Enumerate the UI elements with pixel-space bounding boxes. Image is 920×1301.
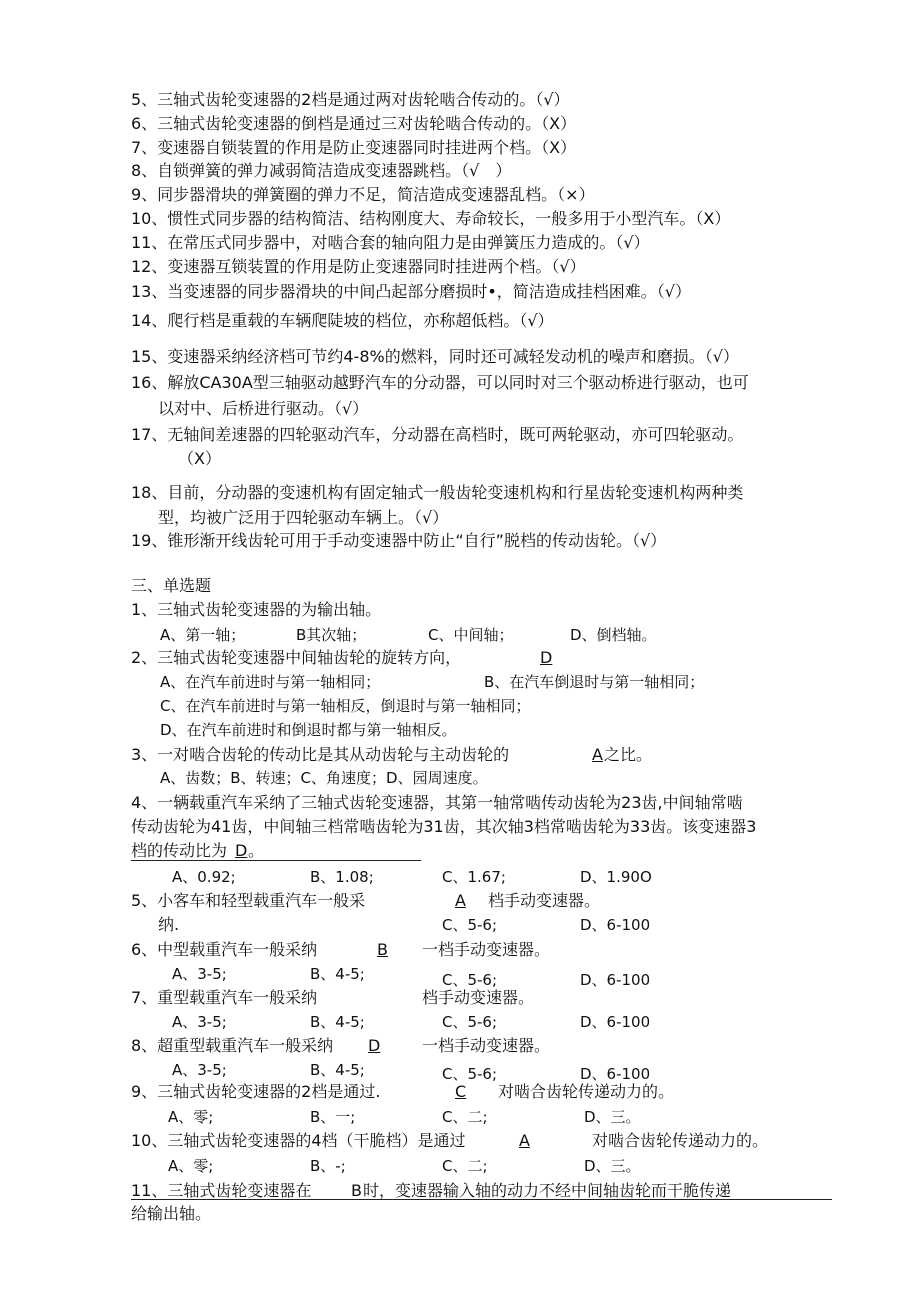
question-1: 1、三轴式齿轮变速器的为输出轴。	[131, 600, 382, 619]
tf-item-5: 5、三轴式齿轮变速器的2档是通过两对齿轮啮合传动的。（√）	[131, 90, 570, 109]
section-title: 三、单选题	[131, 576, 212, 595]
q7-option-c: C、5-6;	[442, 1013, 498, 1031]
q6-tail: 一档手动变速器。	[422, 940, 551, 959]
question-5-cont: 纳.	[158, 915, 180, 934]
q10-option-b: B、-;	[310, 1157, 346, 1175]
q6-option-c: C、5-6;	[442, 971, 498, 989]
question-7: 7、重型载重汽车一般采纳	[131, 988, 318, 1007]
q4-answer: D	[235, 841, 248, 860]
q10-option-c: C、二;	[442, 1157, 488, 1175]
q8-answer: D	[368, 1036, 381, 1055]
tf-item-19: 19、锥形渐开线齿轮可用于手动变速器中防止“自行”脱档的传动齿轮。（√）	[131, 531, 667, 550]
q2-option-b: B、在汽车倒退时与第一轴相同；	[484, 673, 705, 691]
q6-answer: B	[377, 940, 388, 959]
q4-option-a: A、0.92;	[172, 868, 236, 886]
tf-item-6: 6、三轴式齿轮变速器的倒档是通过三对齿轮啮合传动的。（X）	[131, 114, 577, 133]
q9-option-a: A、零;	[168, 1108, 214, 1126]
q4-option-b: B、1.08;	[310, 868, 374, 886]
q7-option-b: B、4-5;	[310, 1013, 365, 1031]
tf-item-7: 7、变速器自锁装置的作用是防止变速器同时挂进两个档。（X）	[131, 138, 577, 157]
question-5: 5、小客车和轻型载重汽车一般采	[131, 891, 366, 910]
question-6: 6、中型载重汽车一般采纳	[131, 940, 318, 959]
q4-option-c: C、1.67;	[442, 868, 506, 886]
q8-tail: 一档手动变速器。	[422, 1036, 551, 1055]
q8-option-b: B、4-5;	[310, 1061, 365, 1079]
q10-option-a: A、零;	[168, 1157, 214, 1175]
tf-item-16: 16、解放CA30A型三轴驱动越野汽车的分动器，可以同时对三个驱动桥进行驱动，也可	[131, 373, 749, 392]
q3-tail: 之比。	[604, 745, 653, 764]
q10-answer: A	[519, 1131, 530, 1150]
tf-item-11: 11、在常压式同步器中，对啮合套的轴向阻力是由弹簧压力造成的。（√）	[131, 233, 650, 252]
question-2: 2、三轴式齿轮变速器中间轴齿轮的旋转方向，	[131, 648, 462, 667]
q9-answer: C	[455, 1082, 467, 1101]
q8-option-a: A、3-5;	[172, 1061, 227, 1079]
tf-item-18: 18、目前，分动器的变速机构有固定轴式一般齿轮变速机构和行星齿轮变速机构两种类	[131, 483, 744, 502]
q1-option-a: A、第一轴；	[160, 626, 246, 644]
q11-answer: B	[351, 1181, 362, 1200]
question-11-cont: 给输出轴。	[131, 1204, 212, 1223]
q11-tail: 时，变速器输入轴的动力不经中间轴齿轮而干脆传递	[363, 1181, 732, 1200]
q10-option-d: D、三。	[584, 1157, 641, 1175]
q9-tail: 对啮合齿轮传递动力的。	[498, 1082, 675, 1101]
question-8: 8、超重型载重汽车一般采纳	[131, 1036, 334, 1055]
q5-option-d: D、6-100	[580, 916, 651, 934]
q1-option-c: C、中间轴；	[428, 626, 514, 644]
tf-item-17: 17、无轴间差速器的四轮驱动汽车，分动器在高档时，既可两轮驱动，亦可四轮驱动。	[131, 425, 744, 444]
q4-option-d: D、1.90O	[580, 868, 652, 886]
q7-option-d: D、6-100	[580, 1013, 651, 1031]
tf-item-17-cont: （X）	[178, 449, 221, 468]
tf-item-15: 15、变速器采纳经济档可节约4-8%的燃料，同时还可减轻发动机的噪声和磨损。（√）	[131, 347, 739, 366]
tf-item-12: 12、变速器互锁装置的作用是防止变速器同时挂进两个档。（√）	[131, 257, 586, 276]
q9-option-c: C、二;	[442, 1108, 488, 1126]
tf-item-9: 9、同步器滑块的弹簧圈的弹力不足，简洁造成变速器乱档。（×）	[131, 185, 595, 204]
question-11: 11、三轴式齿轮变速器在	[131, 1181, 312, 1200]
q8-option-c: C、5-6;	[442, 1065, 498, 1083]
question-4-line3: 档的传动比为	[131, 841, 228, 860]
q2-option-c: C、在汽车前进时与第一轴相反，倒退时与第一轴相同；	[160, 697, 531, 715]
q3-answer: A	[592, 745, 603, 764]
q2-option-d: D、在汽车前进时和倒退时都与第一轴相反。	[160, 721, 457, 739]
q5-tail: 档手动变速器。	[488, 891, 601, 910]
question-3: 3、一对啮合齿轮的传动比是其从动齿轮与主动齿轮的	[131, 745, 510, 764]
q10-tail: 对啮合齿轮传递动力的。	[592, 1131, 769, 1150]
tf-item-10: 10、惯性式同步器的结构简洁、结构刚度大、寿命较长，一般多用于小型汽车。（X）	[131, 209, 731, 228]
q6-option-b: B、4-5;	[310, 965, 365, 983]
q5-answer: A	[455, 891, 466, 910]
question-9: 9、三轴式齿轮变速器的2档是通过.	[131, 1082, 381, 1101]
question-4-line1: 4、一辆载重汽车采纳了三轴式齿轮变速器，其第一轴常啮传动齿轮为23齿,中间轴常啮	[131, 793, 743, 812]
q4-underline-rule	[131, 860, 421, 861]
tf-item-14: 14、爬行档是重载的车辆爬陡坡的档位，亦称超低档。（√）	[131, 311, 554, 330]
question-4-line2: 传动齿轮为41齿，中间轴三档常啮齿轮为31齿，其次轴3档常啮齿轮为33齿。该变速器3	[131, 817, 757, 836]
tf-item-16-cont: 以对中、后桥进行驱动。（√）	[158, 399, 369, 418]
q1-option-b: B其次轴；	[296, 626, 367, 644]
q1-option-d: D、倒档轴。	[570, 626, 657, 644]
q6-option-a: A、3-5;	[172, 965, 227, 983]
q2-option-a: A、在汽车前进时与第一轴相同；	[160, 673, 381, 691]
q6-option-d: D、6-100	[580, 971, 651, 989]
tf-item-13: 13、当变速器的同步器滑块的中间凸起部分磨损时•，简洁造成挂档困难。（√）	[131, 282, 691, 301]
question-10: 10、三轴式齿轮变速器的4档（干脆档）是通过	[131, 1131, 466, 1150]
q7-option-a: A、3-5;	[172, 1013, 227, 1031]
q2-answer: D	[540, 648, 553, 667]
q4-end: 。	[248, 841, 265, 860]
q9-option-d: D、三。	[584, 1108, 641, 1126]
tf-item-8: 8、自锁弹簧的弹力减弱简洁造成变速器跳档。（√ ）	[131, 161, 512, 180]
q11-underline-rule	[131, 1199, 832, 1200]
q5-option-c: C、5-6;	[442, 916, 498, 934]
q7-tail: 档手动变速器。	[422, 988, 535, 1007]
q9-option-b: B、一;	[310, 1108, 356, 1126]
q8-option-d: D、6-100	[580, 1065, 651, 1083]
tf-item-18-cont: 型，均被广泛用于四轮驱动车辆上。（√）	[158, 508, 449, 527]
q3-options: A、齿数；B、转速；C、角速度；D、园周速度。	[160, 769, 488, 787]
